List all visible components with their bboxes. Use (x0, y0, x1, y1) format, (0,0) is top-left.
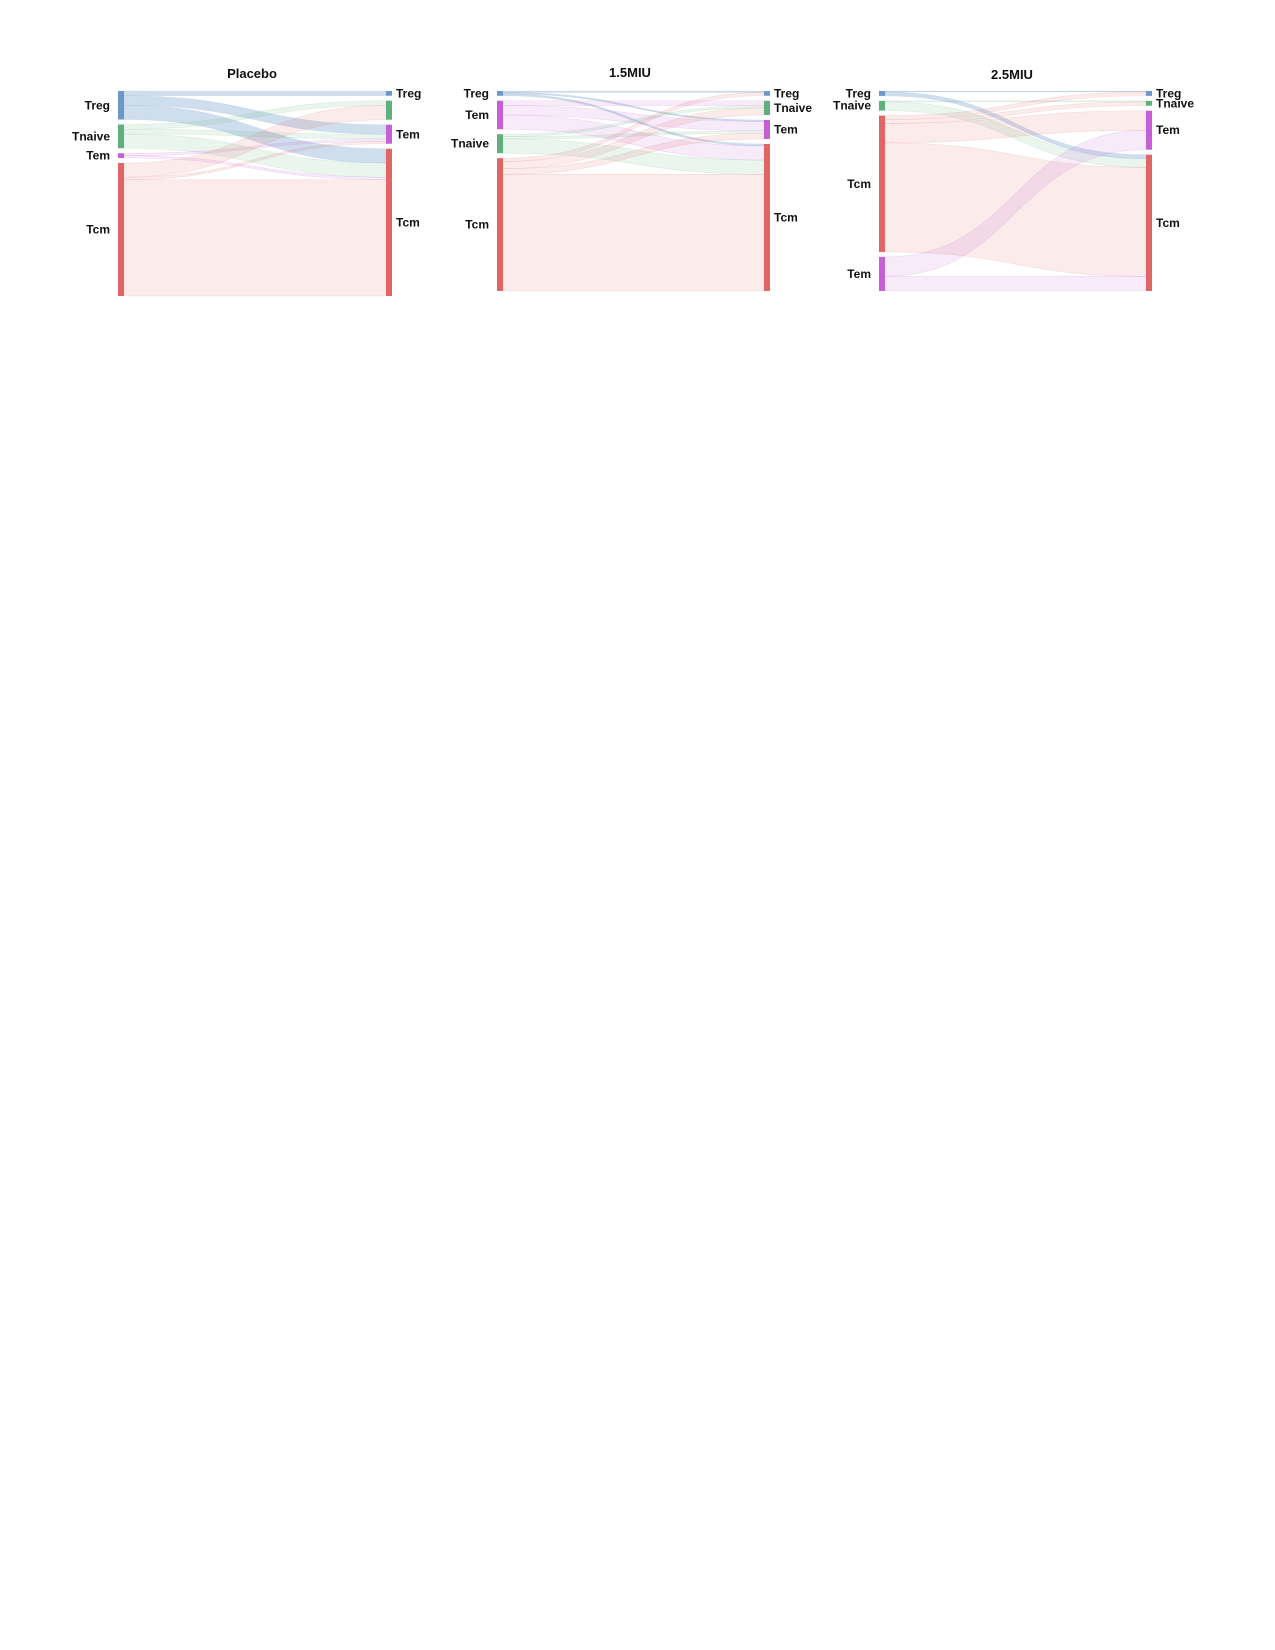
left-node-bar-treg (879, 91, 885, 96)
right-node-bar-treg (386, 91, 392, 96)
right-node-label-tnaive: Tnaive (1156, 96, 1195, 111)
right-node-bar-tem (386, 125, 392, 144)
right-node-bar-tcm (1146, 155, 1152, 291)
right-node-label-tcm: Tcm (396, 215, 420, 230)
sankey-figure (0, 0, 1275, 330)
right-node-label-treg: Treg (1156, 86, 1182, 101)
right-node-bar-tnaive (764, 101, 770, 115)
left-node-bar-tnaive (879, 101, 885, 111)
left-node-label-tcm: Tcm (86, 222, 110, 237)
left-node-bar-tnaive (118, 125, 124, 149)
flow-tem-to-tcm (885, 276, 1146, 291)
panel-title: 1.5MIU (609, 65, 651, 80)
flow-group (503, 91, 764, 291)
flow-treg-to-treg (124, 91, 386, 96)
right-node-bar-tnaive (386, 101, 392, 120)
left-node-bar-tem (118, 153, 124, 158)
sankey-panel-2-5miu (833, 67, 1194, 291)
left-node-bar-tem (497, 101, 503, 129)
right-node-label-treg: Treg (774, 86, 800, 101)
right-node-label-tcm: Tcm (774, 210, 798, 225)
flow-tcm-to-tcm (124, 180, 386, 296)
right-node-bar-tnaive (1146, 101, 1152, 106)
right-node-bar-tem (764, 120, 770, 139)
left-node-label-treg: Treg (84, 98, 110, 113)
flow-group (885, 91, 1146, 291)
left-node-label-tnaive: Tnaive (832, 98, 871, 113)
left-node-bar-tnaive (497, 134, 503, 153)
left-node-bar-tcm (497, 158, 503, 291)
flow-tnaive-to-tnaive (885, 101, 1146, 102)
left-node-label-tem: Tem (86, 148, 110, 163)
right-node-bar-tcm (386, 149, 392, 296)
left-node-label-tem: Tem (847, 266, 871, 281)
left-node-label-tcm: Tcm (465, 217, 489, 232)
flow-tcm-to-tcm (503, 174, 764, 291)
right-node-bar-tem (1146, 111, 1152, 150)
sankey-panel-placebo (72, 66, 421, 296)
flow-tem-to-tnaive (503, 101, 764, 106)
left-node-label-tcm: Tcm (847, 176, 871, 191)
right-node-label-tem: Tem (1156, 123, 1180, 138)
right-node-label-tem: Tem (396, 127, 420, 142)
sankey-panel-1-5miu (451, 65, 812, 291)
left-node-bar-tem (879, 257, 885, 291)
left-node-bar-tcm (118, 163, 124, 296)
panel-title: Placebo (227, 66, 277, 81)
flow-treg-to-treg (885, 91, 1146, 92)
right-node-bar-tcm (764, 144, 770, 291)
left-node-label-tnaive: Tnaive (450, 136, 489, 151)
left-node-label-treg: Treg (845, 86, 871, 101)
right-node-label-tem: Tem (774, 122, 798, 137)
right-node-bar-treg (1146, 91, 1152, 96)
left-node-bar-treg (497, 91, 503, 96)
panel-title: 2.5MIU (991, 67, 1033, 82)
flow-treg-to-treg (503, 91, 764, 92)
left-node-label-treg: Treg (463, 86, 489, 101)
flow-group (124, 91, 386, 296)
left-node-bar-treg (118, 91, 124, 120)
left-node-label-tnaive: Tnaive (71, 129, 110, 144)
left-node-label-tem: Tem (465, 107, 489, 122)
right-node-label-treg: Treg (396, 86, 422, 101)
left-node-bar-tcm (879, 116, 885, 252)
right-node-label-tnaive: Tnaive (774, 100, 813, 115)
right-node-label-tcm: Tcm (1156, 215, 1180, 230)
right-node-bar-treg (764, 91, 770, 96)
